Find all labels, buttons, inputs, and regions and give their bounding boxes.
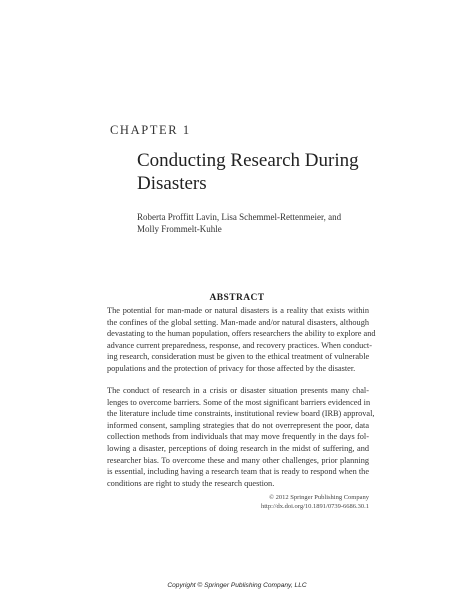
abstract-heading: ABSTRACT bbox=[209, 293, 265, 303]
abstract-line: advance current preparedness, response, and recovery practices. When conduct- bbox=[107, 340, 372, 350]
intro-line: is essential, including having a research team that is ready to respond when the bbox=[107, 467, 369, 477]
abstract-paragraph bbox=[107, 305, 376, 375]
intro-paragraph bbox=[107, 385, 375, 489]
author-list bbox=[137, 211, 417, 235]
abstract-line: ing research, consideration must be given to the ethical treatment of vulnerable bbox=[107, 352, 370, 362]
intro-line: researcher bias. To overcome these and many other challenges, prior planning bbox=[107, 455, 369, 465]
copyright-notice: © 2012 Springer Publishing Company bbox=[269, 494, 369, 501]
intro-line: collection methods from individuals that may move frequently in the days fol- bbox=[107, 432, 369, 442]
intro-line: The conduct of research in a crisis or disaster situation presents many chal- bbox=[107, 386, 369, 395]
intro-line: informed consent, sampling strategies that do not overrepresent the poor, data bbox=[107, 420, 369, 430]
abstract-line: devastating to the human population, offers researchers the ability to explore and bbox=[107, 329, 376, 339]
chapter-title-line: Conducting Research During bbox=[137, 150, 359, 171]
author-line: Molly Frommelt-Kuhle bbox=[137, 224, 222, 234]
intro-line: lowing a disaster, perceptions of doing research in the midst of suffering, and bbox=[107, 443, 369, 453]
page-footer: Copyright © Springer Publishing Company, LLC bbox=[167, 582, 307, 589]
doi-link[interactable]: http://dx.doi.org/10.1891/0739-6686.30.1 bbox=[260, 502, 369, 510]
copyright-block bbox=[261, 494, 369, 511]
chapter-title-line: Disasters bbox=[137, 173, 207, 194]
author-line: Roberta Proffitt Lavin, Lisa Schemmel-Rettenmeier, and bbox=[137, 212, 342, 222]
chapter-title bbox=[137, 149, 437, 195]
abstract-line: populations and the protection of privacy for those affected by the disaster. bbox=[107, 363, 356, 373]
intro-line: the literature include time constraints, institutional review board (IRB) approval, bbox=[107, 409, 375, 419]
intro-line: conditions are right to study the research question. bbox=[107, 478, 275, 488]
abstract-line: The potential for man-made or natural disasters is a reality that exists within bbox=[107, 306, 369, 315]
chapter-label: CHAPTER 1 bbox=[110, 123, 191, 137]
intro-line: lenges to overcome barriers. Some of the most significant barriers evidenced in bbox=[107, 397, 371, 407]
abstract-line: the confines of the global setting. Man-made and/or natural disasters, although bbox=[107, 317, 369, 327]
